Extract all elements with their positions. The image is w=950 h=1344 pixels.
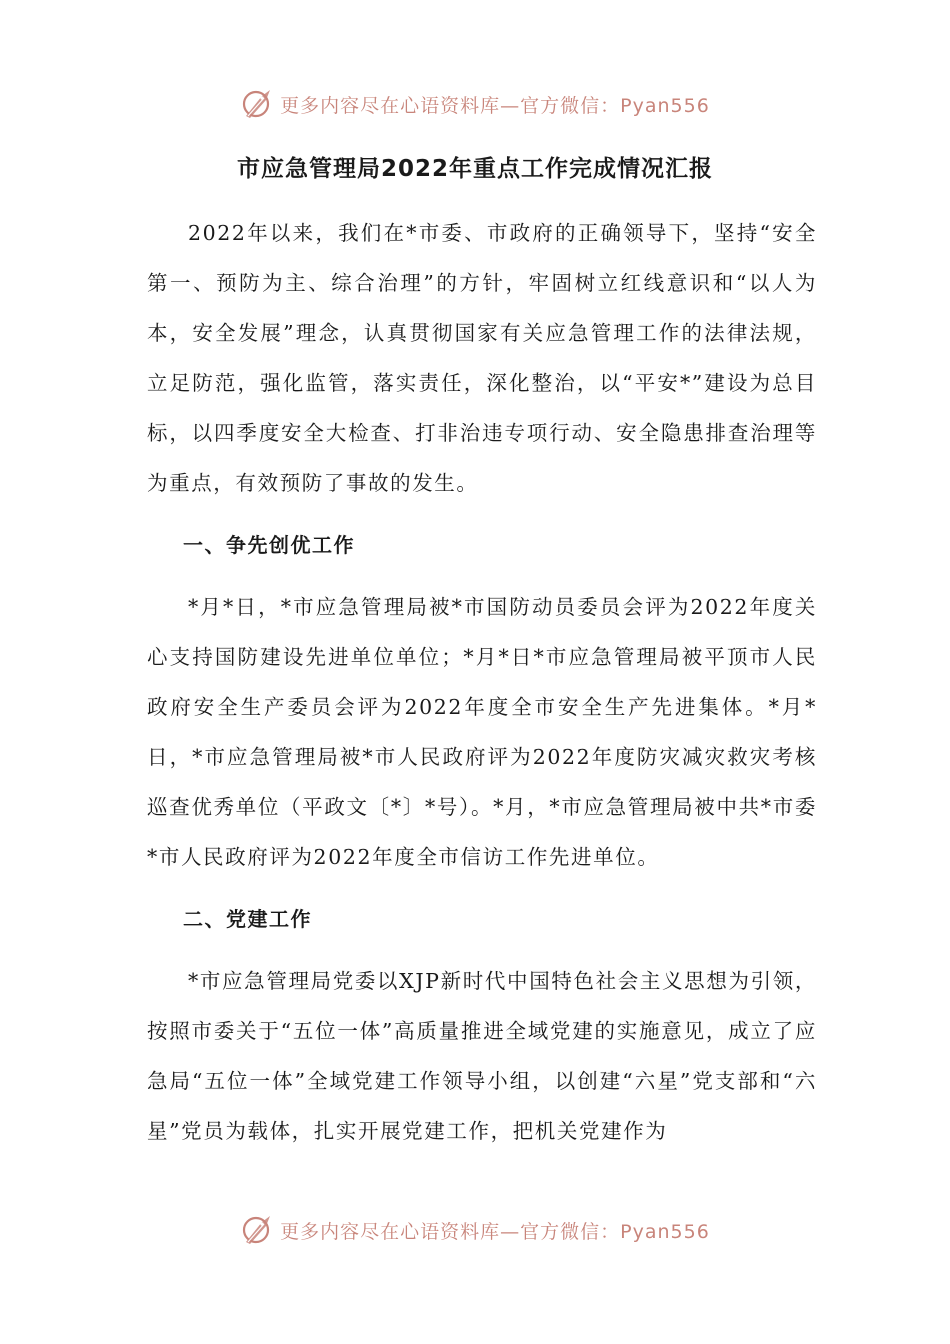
section-heading: 一、争先创优工作 bbox=[183, 533, 355, 557]
wechat-id: Pyan556 bbox=[620, 1220, 710, 1243]
pen-nib-logo-icon bbox=[240, 86, 276, 122]
pen-nib-logo-icon bbox=[240, 1212, 276, 1248]
paragraph-text: *市应急管理局党委以XJP新时代中国特色社会主义思想为引领，按照市委关于“五位一体”高质量推进全域党建的实施意见，成立了应急局“五位一体”全域党建工作领导小组，以创建“六星”党支部和“六星”党员为载体，扎实开展党建工作，把机关党建作为 bbox=[147, 969, 817, 1143]
document-title: 市应急管理局2022年重点工作完成情况汇报 bbox=[236, 156, 713, 182]
section-heading-awards bbox=[147, 520, 817, 570]
paragraph-text: 2022年以来，我们在*市委、市政府的正确领导下，坚持“安全第一、预防为主、综合治理”的方针，牢固树立红线意识和“以人为本，安全发展”理念，认真贯彻国家有关应急管理工作的法律法规，立足防范，强化监管，落实责任，深化整治，以“平安*”建设为总目标，以四季度安全大检查、打非治违专项行动、安全隐患排查治理等为重点，有效预防了事故的发生。 bbox=[147, 221, 817, 495]
section-heading-party-building bbox=[147, 894, 817, 944]
section-heading: 二、党建工作 bbox=[183, 907, 312, 931]
header-watermark-banner bbox=[0, 82, 950, 126]
section-body-awards bbox=[147, 582, 817, 882]
banner-text: 更多内容尽在心语资料库—官方微信：Pyan556 bbox=[280, 94, 710, 117]
footer-watermark-banner bbox=[0, 1208, 950, 1252]
banner-text: 更多内容尽在心语资料库—官方微信：Pyan556 bbox=[280, 1220, 710, 1243]
section-body-party-building bbox=[147, 956, 817, 1156]
wechat-id: Pyan556 bbox=[620, 94, 710, 117]
intro-paragraph bbox=[147, 208, 817, 508]
paragraph-text: *月*日，*市应急管理局被*市国防动员委员会评为2022年度关心支持国防建设先进单位单位；*月*日*市应急管理局被平顶市人民政府安全生产委员会评为2022年度全市安全生产先进集体。*月*日，*市应急管理局被*市人民政府评为2022年度防灾减灾救灾考核巡查优秀单位（平政文〔*〕*号）。*月，*市应急管理局被中共*市委*市人民政府评为2022年度全市信访工作先进单位。 bbox=[147, 595, 817, 869]
